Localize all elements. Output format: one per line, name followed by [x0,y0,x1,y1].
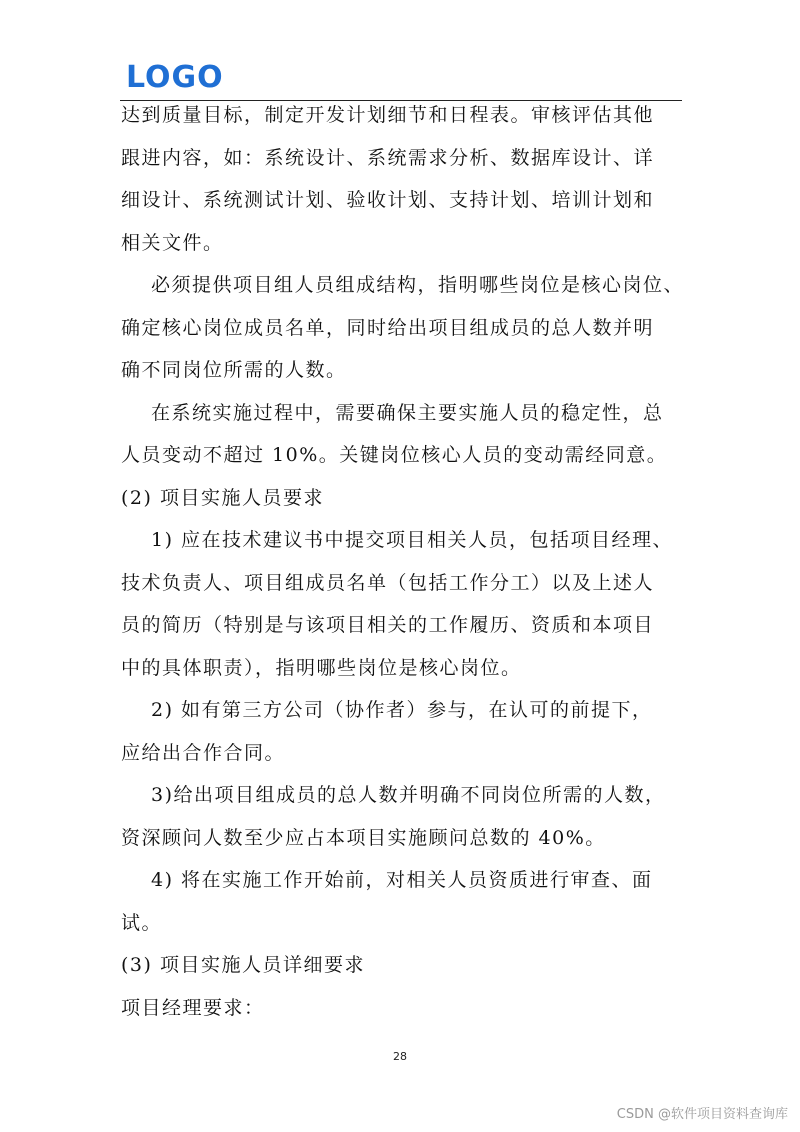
text-line: 2) 如有第三方公司（协作者）参与，在认可的前提下， [151,699,653,721]
text-line: 员的简历（特别是与该项目相关的工作履历、资质和本项目 [121,614,655,636]
text-line: 项目经理要求： [121,996,265,1019]
text-line: 相关文件。 [121,231,224,254]
text-line: 3)给出项目组成员的总人数并明确不同岗位所需的人数， [151,784,666,806]
section-heading: (2) 项目实施人员要求 [121,486,324,509]
text-line: 细设计、系统测试计划、验收计划、支持计划、培训计划和 [121,189,655,211]
text-line: 达到质量目标，制定开发计划细节和日程表。审核评估其他 [121,104,655,126]
text-line: 1) 应在技术建议书中提交项目相关人员，包括项目经理、 [151,529,674,551]
text-line: 技术负责人、项目组成员名单（包括工作分工）以及上述人 [121,571,655,594]
text-line: 应给出合作合同。 [121,741,286,764]
text-line: 在系统实施过程中，需要确保主要实施人员的稳定性，总 [151,401,664,424]
text-line: 试。 [121,911,163,934]
text-line: 4) 将在实施工作开始前，对相关人员资质进行审查、面 [151,869,653,891]
page-number: 28 [393,1050,407,1063]
text-line: 人员变动不超过 10%。关键岗位核心人员的变动需经同意。 [121,444,668,466]
document-body [121,94,693,1029]
text-line: 跟进内容，如：系统设计、系统需求分析、数据库设计、详 [121,146,655,169]
section-heading: (3) 项目实施人员详细要求 [121,954,365,976]
text-line: 资深顾问人数至少应占本项目实施顾问总数的 40%。 [121,826,606,849]
text-line: 确定核心岗位成员名单，同时给出项目组成员的总人数并明 [121,316,655,339]
text-line: 确不同岗位所需的人数。 [121,359,347,381]
watermark: CSDN @软件项目资料查询库 [616,1107,788,1122]
text-line: 中的具体职责），指明哪些岗位是核心岗位。 [121,656,522,679]
logo: LOGO [126,60,224,95]
text-line: 必须提供项目组人员组成结构，指明哪些岗位是核心岗位、 [151,274,685,296]
